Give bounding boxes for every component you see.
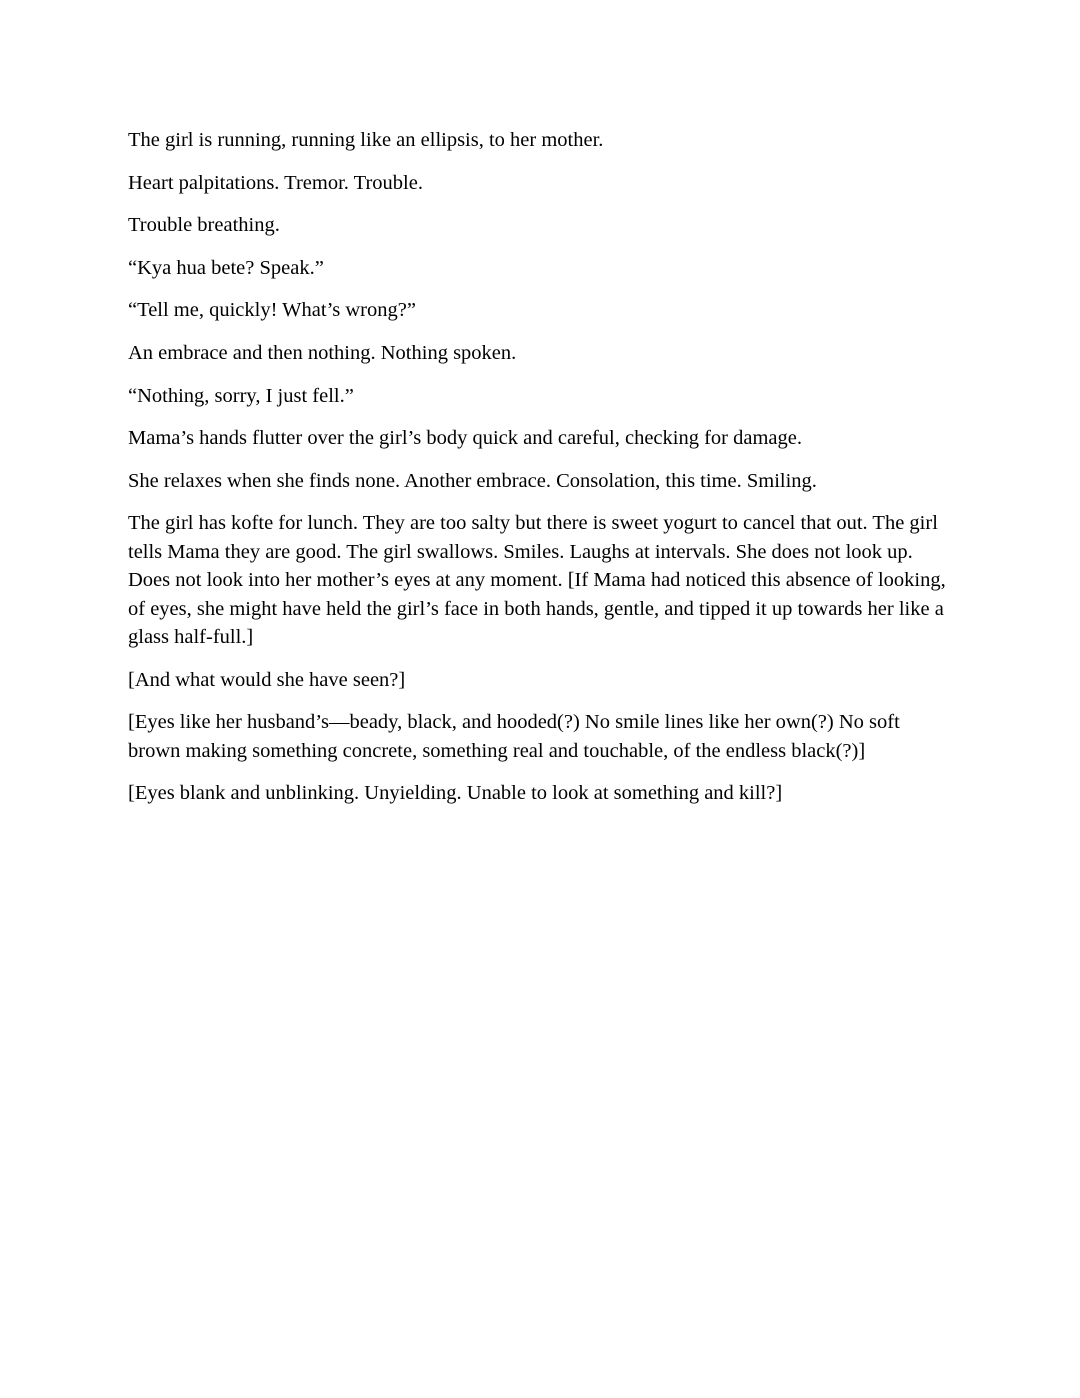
paragraph: Heart palpitations. Tremor. Trouble. — [128, 171, 423, 194]
paragraph: “Kya hua bete? Speak.” — [128, 256, 324, 279]
paragraph: “Nothing, sorry, I just fell.” — [128, 384, 354, 407]
paragraph: “Tell me, quickly! What’s wrong?” — [128, 299, 416, 322]
paragraph: The girl is running, running like an ellipsis, to her mother. — [128, 129, 604, 151]
paragraph: [And what would she have seen?] — [128, 668, 406, 691]
paragraph: Mama’s hands flutter over the girl’s body quick and careful, checking for damage. — [128, 427, 802, 450]
paragraph: The girl has kofte for lunch. They are too salty but there is sweet yogurt to cancel that out. The girl tells Mama they are good. The girl swallows. Smiles. Laughs at intervals. She does not look up. Does not look into her mother’s eyes at any moment. [If Mama had noticed this absence of looking, of eyes, she might have held the girl’s face in both hands, gentle, and tipped it up towards her like a glass half-full.] — [128, 512, 946, 648]
paragraph: [Eyes blank and unblinking. Unyielding. Unable to look at something and kill?] — [128, 782, 783, 805]
document-body — [128, 126, 948, 822]
paragraph: [Eyes like her husband’s—beady, black, and hooded(?) No smile lines like her own(?) No soft brown making something concrete, something real and touchable, of the endless black(?)] — [128, 711, 900, 762]
paragraph: She relaxes when she finds none. Another embrace. Consolation, this time. Smiling. — [128, 469, 817, 492]
paragraph: An embrace and then nothing. Nothing spoken. — [128, 341, 517, 364]
paragraph: Trouble breathing. — [128, 214, 280, 237]
